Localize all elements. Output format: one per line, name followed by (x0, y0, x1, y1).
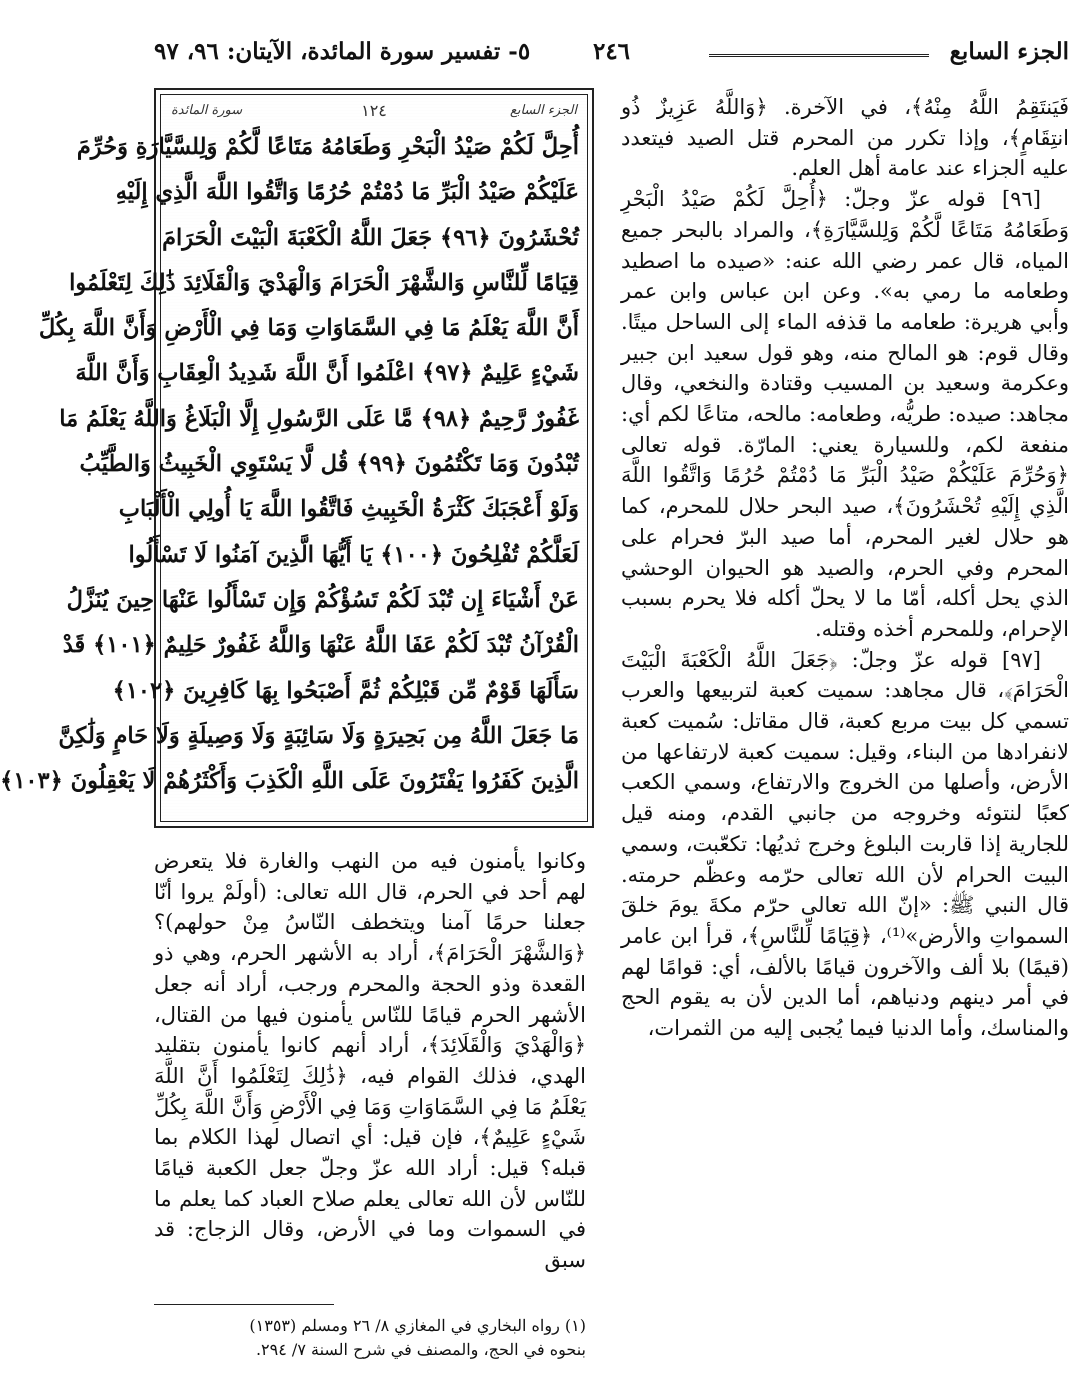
footnote-divider (154, 1304, 334, 1305)
mushaf-line: وَلَوْ أَعْجَبَكَ كَثْرَةُ الْخَبِيثِ فَاتَّقُوا اللَّهَ يَا أُولِي الْأَلْبَابِ (118, 496, 579, 523)
header-chapter: ٥- تفسير سورة المائدة، الآيتان: ٩٦، ٩٧ (154, 38, 531, 65)
commentary-left-column (154, 846, 586, 1276)
mushaf-line: تُحْشَرُونَ ﴿٩٦﴾ جَعَلَ اللَّهُ الْكَعْبَةَ الْبَيْتَ الْحَرَامَ (162, 224, 579, 251)
mushaf-line: مَا جَعَلَ اللَّهُ مِن بَحِيرَةٍ وَلَا سَائِبَةٍ وَلَا وَصِيلَةٍ وَلَا حَامٍ وَلَٰكِنَّ (58, 722, 579, 749)
header-rule-right (709, 54, 929, 57)
commentary-paragraph: [٩٦] قوله عزّ وجلّ: ﴿أُحِلَّ لَكُمْ صَيْدُ الْبَحْرِ وَطَعَامُهُ مَتَاعًا لَّكُمْ وَلِلسَّيَّارَةِ﴾، والمراد بالبحر جميع المياه، قال عمر رضي الله عنه: «صيده ما اصطيد وطعامه ما رمي به». وعن ابن عباس وابن عمر وأبي هريرة: طعامه ما قذفه الماء إلى الساحل ميتًا. وقال قوم: هو المالح منه، وهو قول سعيد ابن جبير وعكرمة وسعيد بن المسيب وقتادة والنخعي، وقال مجاهد: صيده: طريُّه، وطعامه: مالحه، متاعًا لكم أي: منفعة لكم، وللسيارة يعني: المارّة. قوله تعالى ﴿وَحُرِّمَ عَلَيْكُمْ صَيْدُ الْبَرِّ مَا دُمْتُمْ حُرُمًا وَاتَّقُوا اللَّهَ الَّذِي إِلَيْهِ تُحْشَرُونَ﴾، صيد البحر حلال للمحرم، كما هو حلال لغير المحرم، أما صيد البرّ فحرام على المحرم وفي الحرم، والصيد هو الحيوان الوحشي الذي يحل أكله، أمّا ما لا يحلّ أكله فلا يحرم بسبب الإحرام، وللمحرم أخذه وقتله. (621, 187, 1069, 641)
mushaf-line: الَّذِينَ كَفَرُوا يَفْتَرُونَ عَلَى اللَّهِ الْكَذِبَ وَأَكْثَرُهُمْ لَا يَعْقِلُونَ ﴿١٠٣﴾ (0, 768, 579, 795)
mushaf-line: تُبْدُونَ وَمَا تَكْتُمُونَ ﴿٩٩﴾ قُل لَّا يَسْتَوِي الْخَبِيثُ وَالطَّيِّبُ (79, 451, 579, 478)
mushaf-surah-label: سورة المائدة (171, 103, 243, 118)
header-part: الجزء السابع (949, 38, 1069, 65)
footnote-line: بنحوه في الحج، والمصنف في شرح السنة ٧/ ٢٩٤. (255, 1340, 586, 1359)
commentary-paragraph: وكانوا يأمنون فيه من النهب والغارة فلا يتعرض لهم أحد في الحرم، قال الله تعالى: (أولَمْ يروا أنّا جعلنا حرمًا آمنا ويتخطف النّاسُ مِنْ حولهم)؟ ﴿وَالشَّهْرَ الْحَرَامَ﴾، أراد به الأشهر الحرم، وهي ذو القعدة وذو الحجة والمحرم ورجب، أراد أنه جعل الأشهر الحرم قيامًا للنّاس يأمنون فيها من القتال، ﴿وَالْهَدْيَ وَالْقَلَائِدَ﴾، أراد أنهم كانوا يأمنون بتقليد الهدي، فذلك القوام فيه، ﴿ذَٰلِكَ لِتَعْلَمُوا أَنَّ اللَّهَ يَعْلَمُ مَا فِي السَّمَاوَاتِ وَمَا فِي الْأَرْضِ وَأَنَّ اللَّهَ بِكُلِّ شَيْءٍ عَلِيمٌ﴾، فإن قيل: أي اتصال لهذا الكلام بما قبله؟ قيل: أراد الله عزّ وجلّ جعل الكعبة قيامًا للنّاس لأن الله تعالى يعلم صلاح العباد كما يعلم ما في السموات وما في الأرض، وقال الزجاج: قد سبق (154, 849, 586, 1273)
footnote-line: (١) رواه البخاري في المغازي ٨/ ٢٦ ومسلم (١٣٥٣) (249, 1316, 586, 1335)
mushaf-line: لَعَلَّكُمْ تُفْلِحُونَ ﴿١٠٠﴾ يَا أَيُّهَا الَّذِينَ آمَنُوا لَا تَسْأَلُوا (128, 541, 579, 568)
mushaf-line: سَأَلَهَا قَوْمٌ مِّن قَبْلِكُمْ ثُمَّ أَصْبَحُوا بِهَا كَافِرِينَ ﴿١٠٢﴾ (112, 677, 579, 704)
mushaf-frame (0, 88, 594, 828)
mushaf-header (171, 101, 577, 123)
mushaf-page (0, 94, 588, 822)
commentary-right-column (621, 92, 1069, 1044)
mushaf-line: قِيَامًا لِّلنَّاسِ وَالشَّهْرَ الْحَرَامَ وَالْهَدْيَ وَالْقَلَائِدَ ذَٰلِكَ لِتَعْلَمُوا (69, 269, 579, 296)
mushaf-line: عَلَيْكُمْ صَيْدُ الْبَرِّ مَا دُمْتُمْ حُرُمًا وَاتَّقُوا اللَّهَ الَّذِي إِلَيْهِ (115, 179, 579, 206)
page-header (154, 36, 1069, 76)
footnotes (154, 1314, 586, 1362)
commentary-paragraph: فَيَنتَقِمُ اللَّهُ مِنْهُ﴾، في الآخرة. ﴿وَاللَّهُ عَزِيزٌ ذُو انتِقَامٍ﴾، وإذا تكرر من المحرم قتل الصيد فيتعدد عليه الجزاء عند عامة أهل العلم. (621, 95, 1069, 181)
mushaf-verses (0, 125, 579, 804)
mushaf-line: شَيْءٍ عَلِيمٌ ﴿٩٧﴾ اعْلَمُوا أَنَّ اللَّهَ شَدِيدُ الْعِقَابِ وَأَنَّ اللَّهَ (75, 360, 579, 387)
mushaf-line: عَنْ أَشْيَاءَ إِن تُبْدَ لَكُمْ تَسُؤْكُمْ وَإِن تَسْأَلُوا عَنْهَا حِينَ يُنَزَّلُ (66, 586, 579, 613)
mushaf-line: الْقُرْآنُ تُبْدَ لَكُمْ عَفَا اللَّهُ عَنْهَا وَاللَّهُ غَفُورٌ حَلِيمٌ ﴿١٠١﴾ قَدْ (62, 632, 579, 659)
mushaf-line: أَنَّ اللَّهَ يَعْلَمُ مَا فِي السَّمَاوَاتِ وَمَا فِي الْأَرْضِ وَأَنَّ اللَّهَ بِكُلِّ (38, 315, 579, 342)
mushaf-line: غَفُورٌ رَّحِيمٌ ﴿٩٨﴾ مَّا عَلَى الرَّسُولِ إِلَّا الْبَلَاغُ وَاللَّهُ يَعْلَمُ مَا (59, 405, 579, 432)
header-page-number: ٢٤٦ (592, 38, 631, 65)
mushaf-part-label: الجزء السابع (509, 103, 577, 118)
mushaf-line: أُحِلَّ لَكُمْ صَيْدُ الْبَحْرِ وَطَعَامُهُ مَتَاعًا لَّكُمْ وَلِلسَّيَّارَةِ وَحُرِّمَ (76, 134, 579, 160)
commentary-paragraph: [٩٧] قوله عزّ وجلّ: ﴿جَعَلَ اللَّهُ الْكَعْبَةَ الْبَيْتَ الْحَرَامَ﴾، قال مجاهد: سميت كعبة لتربيعها والعرب تسمي كل بيت مربع كعبة، قال مقاتل: سُميت كعبة لانفرادها من البناء، وقيل: سميت كعبة لارتفاعها من الأرض، وأصلها من الخروج والارتفاع، وسمي الكعب كعبًا لنتوئه وخروجه من جانبي القدم، ومنه قيل للجارية إذا قاربت البلوغ وخرج ثديُها: تكعّبت، وسمي البيت الحرام لأن الله تعالى حرّمه وعظّم حرمته. قال النبي ﷺ: «إنّ الله تعالى حرّم مكةَ يومَ خلقَ السمواتِ والأرض»⁽¹⁾، ﴿قِيَامًا لِّلنَّاسِ﴾، قرأ ابن عامر (قيمًا) بلا ألف والآخرون قيامًا بالألف، أي: قوامًا لهم في أمر دينهم ودنياهم، أما الدين لأن به يقوم الحج والمناسك، وأما الدنيا فيما يُجبى إليه من الثمرات، (621, 647, 1069, 1041)
mushaf-page-number: ١٢٤ (361, 101, 387, 120)
